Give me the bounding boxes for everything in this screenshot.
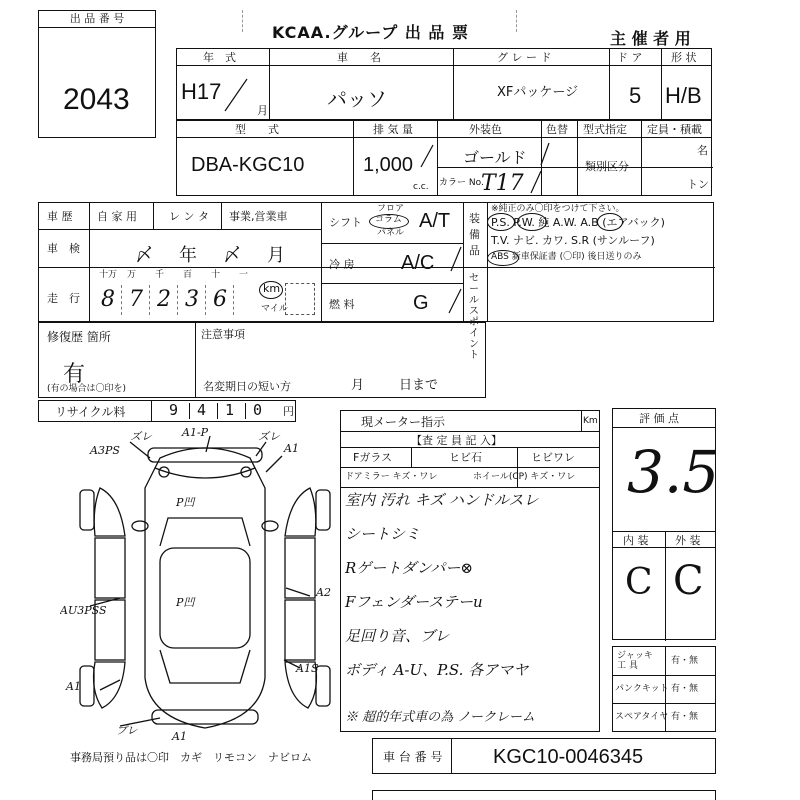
pw-circle bbox=[517, 213, 547, 231]
glass-opt-1: ヒビ石 bbox=[449, 451, 482, 464]
wheel-rl bbox=[80, 666, 94, 706]
grade-label: 評 価 点 bbox=[639, 412, 679, 425]
damage-mark: ズレ bbox=[130, 430, 152, 443]
damage-mark: P凹 bbox=[176, 596, 195, 609]
crop-mark bbox=[516, 10, 517, 32]
rear-bumper bbox=[152, 710, 258, 724]
recycle-digit: 4 bbox=[197, 401, 207, 419]
name-label: 車 名 bbox=[337, 51, 381, 64]
sales-point-label: セールスポイント bbox=[469, 273, 479, 361]
shift-value: A/T bbox=[419, 210, 451, 232]
glass-opt-2: ヒビワレ bbox=[531, 451, 575, 464]
car-windshield bbox=[160, 518, 250, 546]
recycle-digit: 1 bbox=[225, 401, 235, 419]
office-note: 事務局預り品は〇印 カギ リモコン ナビロム bbox=[70, 751, 312, 764]
spare-label: スペアタイヤ bbox=[615, 712, 669, 722]
meter-label: 現メーター指示 bbox=[361, 415, 446, 429]
mirror-label: ドアミラー キズ・ワレ bbox=[345, 472, 438, 482]
left-front-door bbox=[95, 538, 125, 598]
shape-label: 形 状 bbox=[671, 51, 697, 64]
grade-value: XFパッケージ bbox=[497, 85, 579, 100]
deadline-day: 日まで bbox=[399, 378, 439, 393]
grade-score: 3.5 bbox=[627, 438, 720, 506]
deadline-month: 月 bbox=[351, 378, 365, 393]
puncture-value: 有・無 bbox=[671, 684, 699, 694]
mile-label: マイル bbox=[261, 304, 288, 314]
history-label: 車 歴 bbox=[47, 210, 73, 223]
inspector-footer-note: ※ 超的年式車の為 ノークレーム bbox=[345, 710, 535, 725]
mileage-check-box bbox=[285, 283, 315, 315]
cc-value: 1,000 bbox=[363, 154, 414, 176]
cc-label: 排 気 量 bbox=[373, 123, 413, 136]
color-no-label: カラー No. bbox=[439, 178, 484, 188]
capacity-label: 定員・積載 bbox=[647, 123, 702, 136]
meter-unit: Km bbox=[583, 416, 598, 426]
mileage-digit: 3 bbox=[185, 287, 199, 312]
mileage-unit-5: 一 bbox=[239, 270, 249, 280]
shift-label: シフト bbox=[329, 216, 362, 229]
damage-mark: ズレ bbox=[258, 430, 280, 443]
chassis-label: 車 台 番 号 bbox=[383, 750, 443, 764]
name-value: パッソ bbox=[327, 87, 387, 111]
history-private: 自 家 用 bbox=[97, 210, 137, 223]
mileage-unit-4: 十 bbox=[211, 270, 221, 280]
equip-note-1: ※純正のみ〇印をつけて下さい。 bbox=[491, 204, 625, 214]
exterior-grade: C bbox=[673, 558, 704, 604]
spare-value: 有・無 bbox=[671, 712, 699, 722]
equip-note-2: P.S. P.W. 純 A.W. A.B (エアバック) bbox=[491, 216, 665, 229]
damage-mark: A2 bbox=[316, 586, 331, 599]
wheel-label: ホイール(CP) キズ・ワレ bbox=[473, 472, 576, 482]
front-bumper bbox=[148, 448, 262, 462]
recycle-block bbox=[38, 400, 296, 422]
person-unit: 名 bbox=[697, 144, 708, 157]
car-body-outline bbox=[145, 448, 265, 728]
doors-label: ド ア bbox=[617, 51, 643, 64]
right-front-fender bbox=[285, 488, 316, 536]
cc-unit: c.c. bbox=[413, 182, 429, 192]
jack-label: ジャッキ 工 具 bbox=[617, 651, 653, 671]
inspector-note: ボディ A-U、P.S. 各アマヤ bbox=[345, 661, 529, 679]
history-business: 事業,営業車 bbox=[229, 210, 288, 223]
color-no-value: T17 bbox=[481, 171, 524, 196]
color-change-label: 色替 bbox=[546, 123, 568, 136]
jack-value: 有・無 bbox=[671, 656, 699, 666]
lot-number-label: 出 品 番 号 bbox=[69, 12, 125, 25]
interior-grade: C bbox=[625, 562, 653, 603]
inspector-note: 足回り音、ブレ bbox=[345, 627, 450, 645]
color-no-slash bbox=[527, 169, 547, 195]
deadline-label: 名変期日の短い方 bbox=[203, 380, 291, 393]
shift-floor: フロア bbox=[377, 204, 405, 214]
recycle-yen: 円 bbox=[283, 405, 294, 418]
mileage-unit-2: 千 bbox=[155, 270, 165, 280]
wheel-fl bbox=[80, 490, 94, 530]
doors-value: 5 bbox=[629, 83, 642, 108]
km-label: km bbox=[263, 282, 281, 295]
format-label: 型式指定 bbox=[583, 123, 627, 136]
inspector-section-label: 【査 定 員 記 入】 bbox=[411, 434, 502, 447]
equip-note-3: T.V. ナビ. カワ. S.R (サンルーフ) bbox=[491, 234, 655, 247]
car-diagram bbox=[60, 428, 350, 748]
mileage-unit-0: 十万 bbox=[99, 270, 118, 280]
year-value: H17 bbox=[181, 79, 222, 104]
mileage-digit: 2 bbox=[157, 287, 171, 312]
cooling-value: A/C bbox=[401, 252, 435, 274]
year-slash bbox=[221, 77, 251, 113]
exterior-color-value: ゴールド bbox=[463, 148, 527, 167]
car-rear-window bbox=[160, 650, 250, 683]
damage-mark: P凹 bbox=[176, 496, 195, 509]
model-label: 型 式 bbox=[235, 123, 279, 136]
mileage-digit: 8 bbox=[101, 287, 115, 312]
recycle-digit: 0 bbox=[253, 401, 263, 419]
recycle-digits bbox=[151, 401, 285, 421]
model-value: DBA-KGC10 bbox=[191, 154, 305, 176]
grade-label: グ レ ー ド bbox=[497, 51, 552, 64]
car-hood bbox=[155, 468, 255, 478]
wheel-fr bbox=[316, 490, 330, 530]
recycle-digit: 9 bbox=[169, 401, 179, 419]
organizer-label: 主 催 者 用 bbox=[610, 29, 691, 48]
damage-mark: A1 bbox=[172, 730, 187, 743]
cc-slash bbox=[417, 143, 437, 169]
lot-number-box bbox=[38, 10, 156, 138]
inspector-note: Fフェンダーステーu bbox=[345, 593, 483, 611]
damage-mark: A3PS bbox=[90, 444, 120, 457]
recycle-label: リサイクル料 bbox=[55, 405, 126, 419]
ab-circle bbox=[597, 213, 623, 231]
shift-column: コラム bbox=[375, 215, 402, 225]
abs-circle bbox=[487, 250, 519, 266]
chassis-value: KGC10-0046345 bbox=[493, 746, 644, 768]
shift-panel: パネル bbox=[377, 228, 405, 238]
exterior-color-label: 外装色 bbox=[469, 123, 502, 136]
puncture-label: パンクキット bbox=[615, 684, 669, 694]
repair-note: (有の場合は〇印を) bbox=[47, 384, 127, 394]
fuel-label: 燃 料 bbox=[329, 298, 355, 311]
interior-label: 内 装 bbox=[623, 534, 649, 547]
fuel-slash bbox=[447, 287, 463, 315]
lot-number: 2043 bbox=[63, 83, 130, 116]
inspection-value: 〆 年 〆 月 bbox=[135, 245, 289, 266]
month-mark: 月 bbox=[257, 104, 268, 117]
damage-mark: A1 bbox=[66, 680, 81, 693]
fuel-value: G bbox=[413, 292, 429, 314]
class-label: 類別区分 bbox=[585, 160, 629, 173]
vehicle-row-2 bbox=[176, 120, 712, 196]
glass-label: Fガラス bbox=[353, 451, 392, 464]
cooling-slash bbox=[449, 245, 463, 273]
ps-circle bbox=[487, 213, 515, 231]
vehicle-row-1 bbox=[176, 48, 712, 120]
damage-mark: ブレ bbox=[116, 724, 138, 737]
inspector-note: Rゲートダンパー⊗ bbox=[345, 559, 473, 577]
repair-value: 有 bbox=[63, 362, 86, 387]
mileage-digits bbox=[93, 285, 263, 319]
ton-unit: トン bbox=[687, 178, 709, 191]
crop-mark bbox=[242, 10, 243, 32]
exterior-label: 外 装 bbox=[675, 534, 701, 547]
history-rental: レ ン タ bbox=[169, 210, 209, 223]
damage-mark: A1S bbox=[296, 662, 319, 675]
shape-value: H/B bbox=[665, 83, 702, 108]
equip-note-4: ABS 新車保証書 (〇印) 後日送りのみ bbox=[491, 252, 642, 262]
damage-mark: A1-P bbox=[182, 428, 209, 439]
right-rear-door bbox=[285, 600, 315, 660]
grade-block bbox=[612, 408, 720, 640]
form-title: KCAA.グループ 出 品 票 bbox=[272, 23, 469, 42]
cooling-label: 冷 房 bbox=[329, 258, 355, 271]
mileage-digit-units bbox=[93, 271, 263, 283]
car-roof bbox=[160, 548, 250, 648]
year-label: 年 式 bbox=[203, 51, 236, 64]
mileage-unit-3: 百 bbox=[183, 270, 193, 280]
mileage-digit: 7 bbox=[129, 287, 143, 312]
color-slash bbox=[537, 141, 553, 167]
mileage-digit: 6 bbox=[213, 287, 227, 312]
accessories-block bbox=[612, 646, 716, 732]
inspector-note: 室内 汚れ キズ ハンドルスレ bbox=[345, 491, 539, 509]
left-front-fender bbox=[94, 488, 125, 536]
mileage-label: 走 行 bbox=[47, 292, 80, 305]
inspector-notes-list bbox=[345, 493, 595, 693]
repair-block bbox=[38, 322, 486, 398]
chassis-block bbox=[372, 738, 716, 774]
damage-mark: AU3PSS bbox=[60, 604, 107, 617]
inspector-notes bbox=[340, 410, 600, 732]
caution-label: 注意事項 bbox=[201, 328, 245, 341]
damage-mark: A1 bbox=[284, 442, 299, 455]
mileage-unit-1: 万 bbox=[127, 270, 137, 280]
equipment-label: 装 備 品 bbox=[469, 212, 480, 257]
repair-label: 修復歴 箇所 bbox=[47, 330, 111, 344]
inspection-label: 車 検 bbox=[47, 242, 80, 255]
inspector-note: シートシミ bbox=[345, 525, 421, 543]
bottom-box-edge bbox=[372, 790, 716, 800]
